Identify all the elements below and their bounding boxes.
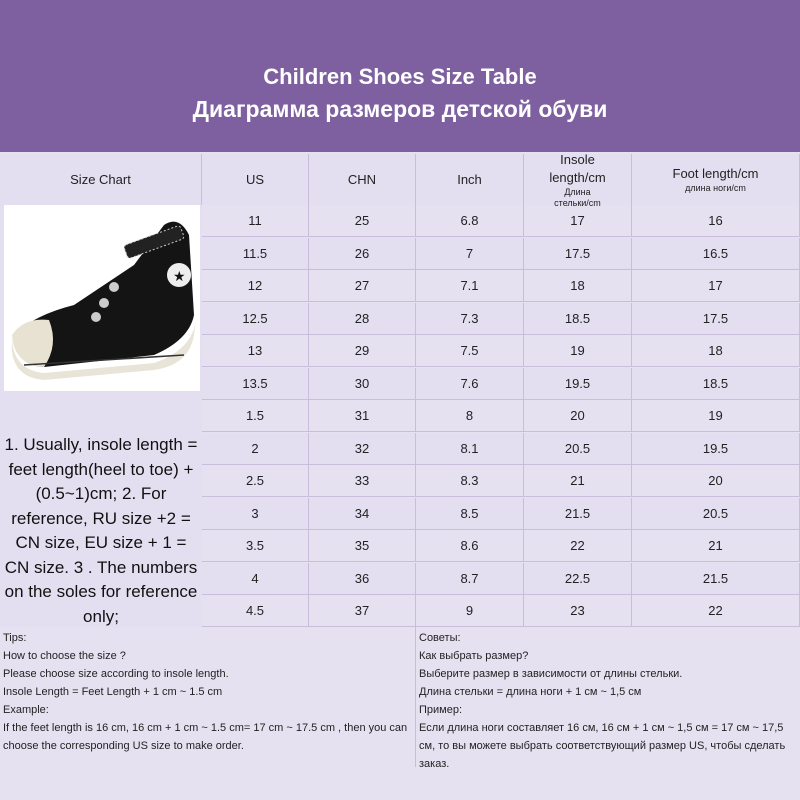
table-cell: 22	[524, 530, 632, 562]
tip-line: Tips:	[3, 632, 27, 644]
table-cell: 37	[309, 595, 416, 627]
col-label: CHN	[347, 171, 377, 187]
table-row	[202, 498, 800, 530]
table-cell: 17.5	[524, 238, 632, 270]
table-cell: 18.5	[632, 368, 800, 400]
table-cell: 7.6	[416, 368, 524, 400]
tip-line: Пример:	[419, 704, 463, 716]
table-cell: 19	[524, 335, 632, 367]
table-cell: 19	[632, 400, 800, 432]
table-cell: 12.5	[202, 303, 309, 335]
table-cell: 8.7	[416, 563, 524, 595]
col-label: US	[245, 171, 265, 187]
col-insole	[524, 151, 632, 208]
table-cell: 8.3	[416, 465, 524, 497]
table-cell: 20	[632, 465, 800, 497]
col-us	[202, 154, 309, 205]
table-row	[202, 400, 800, 432]
table-cell: 3.5	[202, 530, 309, 562]
size-notes: 1. Usually, insole length = feet length(heel to toe) + (0.5~1)cm; 2. For reference, RU size +2 = CN size, EU size + 1 = CN size. 3 . The numbers on the soles for reference only;	[4, 435, 198, 626]
table-cell: 4.5	[202, 595, 309, 627]
col-inch	[416, 154, 524, 205]
table-cell: 6.8	[416, 205, 524, 237]
table-cell: 12	[202, 270, 309, 302]
tips-en	[0, 627, 416, 767]
table-row	[202, 433, 800, 465]
table-cell: 21.5	[524, 498, 632, 530]
col-sub: Длина стельки/cm	[554, 186, 601, 208]
table-row	[202, 465, 800, 497]
tip-line: Выберите размер в зависимости от длины стельки.	[419, 668, 683, 680]
tip-line: Insole Length = Feet Length + 1 cm ~ 1.5 cm	[3, 686, 223, 698]
table-cell: 35	[309, 530, 416, 562]
col-label: Insole length/cm	[549, 151, 606, 185]
table-cell: 33	[309, 465, 416, 497]
table-cell: 17	[632, 270, 800, 302]
tip-line: How to choose the size ?	[3, 650, 126, 662]
table-row	[202, 270, 800, 302]
tip-line: Example:	[3, 704, 49, 716]
table-cell: 26	[309, 238, 416, 270]
table-row	[202, 238, 800, 270]
table-cell: 25	[309, 205, 416, 237]
table-row	[202, 205, 800, 237]
table-cell: 7.1	[416, 270, 524, 302]
table-cell: 22.5	[524, 563, 632, 595]
table-cell: 19.5	[632, 433, 800, 465]
table-cell: 3	[202, 498, 309, 530]
table-cell: 27	[309, 270, 416, 302]
table-cell: 2	[202, 433, 309, 465]
table-row	[202, 595, 800, 627]
left-panel	[0, 205, 202, 627]
table-cell: 7	[416, 238, 524, 270]
table-cell: 20.5	[632, 498, 800, 530]
table-cell: 8.5	[416, 498, 524, 530]
table-cell: 30	[309, 368, 416, 400]
table-cell: 13	[202, 335, 309, 367]
table-cell: 18	[632, 335, 800, 367]
svg-text:★: ★	[173, 268, 186, 284]
title-ru: Диаграмма размеров детской обуви	[192, 96, 608, 122]
table-cell: 29	[309, 335, 416, 367]
table-cell: 11.5	[202, 238, 309, 270]
table-cell: 31	[309, 400, 416, 432]
col-foot	[632, 154, 800, 205]
table-row	[202, 303, 800, 335]
table-cell: 17	[524, 205, 632, 237]
table-cell: 16.5	[632, 238, 800, 270]
header-banner	[0, 0, 800, 152]
tip-line: Советы:	[419, 632, 461, 644]
col-sub: длина ноги/cm	[685, 183, 746, 193]
title-en: Children Shoes Size Table	[263, 64, 537, 89]
table-cell: 18.5	[524, 303, 632, 335]
table-cell: 32	[309, 433, 416, 465]
col-size-chart	[0, 154, 202, 205]
tip-line: Please choose size according to insole length.	[3, 668, 229, 680]
tips-ru	[416, 627, 800, 770]
tip-line: Длина стельки = длина ноги + 1 см ~ 1,5 см	[419, 686, 642, 698]
table-cell: 18	[524, 270, 632, 302]
table-row	[202, 530, 800, 562]
col-chn	[309, 154, 416, 205]
table-cell: 4	[202, 563, 309, 595]
tip-line: Если длина ноги составляет 16 см, 16 см + 1 см ~ 1,5 см = 17 см ~ 17,5 см, то вы можете выбрать соответствующий размер US, чтобы сделать заказ.	[419, 722, 786, 770]
table-cell: 11	[202, 205, 309, 237]
table-cell: 8.1	[416, 433, 524, 465]
table-row	[202, 563, 800, 595]
table-cell: 7.3	[416, 303, 524, 335]
table-cell: 13.5	[202, 368, 309, 400]
table-cell: 28	[309, 303, 416, 335]
table-cell: 21	[632, 530, 800, 562]
table-cell: 22	[632, 595, 800, 627]
shoe-image	[4, 205, 200, 391]
table-cell: 17.5	[632, 303, 800, 335]
table-cell: 34	[309, 498, 416, 530]
table-cell: 16	[632, 205, 800, 237]
table-cell: 20	[524, 400, 632, 432]
table-cell: 36	[309, 563, 416, 595]
tip-line: If the feet length is 16 cm, 16 cm + 1 cm ~ 1.5 cm= 17 cm ~ 17.5 cm , then you can choose the corresponding US size to make order.	[3, 722, 408, 752]
table-cell: 2.5	[202, 465, 309, 497]
table-cell: 21	[524, 465, 632, 497]
table-cell: 1.5	[202, 400, 309, 432]
table-cell: 8	[416, 400, 524, 432]
table-cell: 8.6	[416, 530, 524, 562]
table-cell: 20.5	[524, 433, 632, 465]
col-label: Foot length/cm	[672, 166, 759, 181]
table-cell: 19.5	[524, 368, 632, 400]
table-cell: 21.5	[632, 563, 800, 595]
tip-line: Как выбрать размер?	[419, 650, 529, 662]
table-cell: 23	[524, 595, 632, 627]
col-label: Size Chart	[70, 171, 131, 187]
table-row	[202, 335, 800, 367]
table-cell: 9	[416, 595, 524, 627]
table-row	[202, 368, 800, 400]
col-label: Inch	[457, 171, 482, 187]
table-cell: 7.5	[416, 335, 524, 367]
